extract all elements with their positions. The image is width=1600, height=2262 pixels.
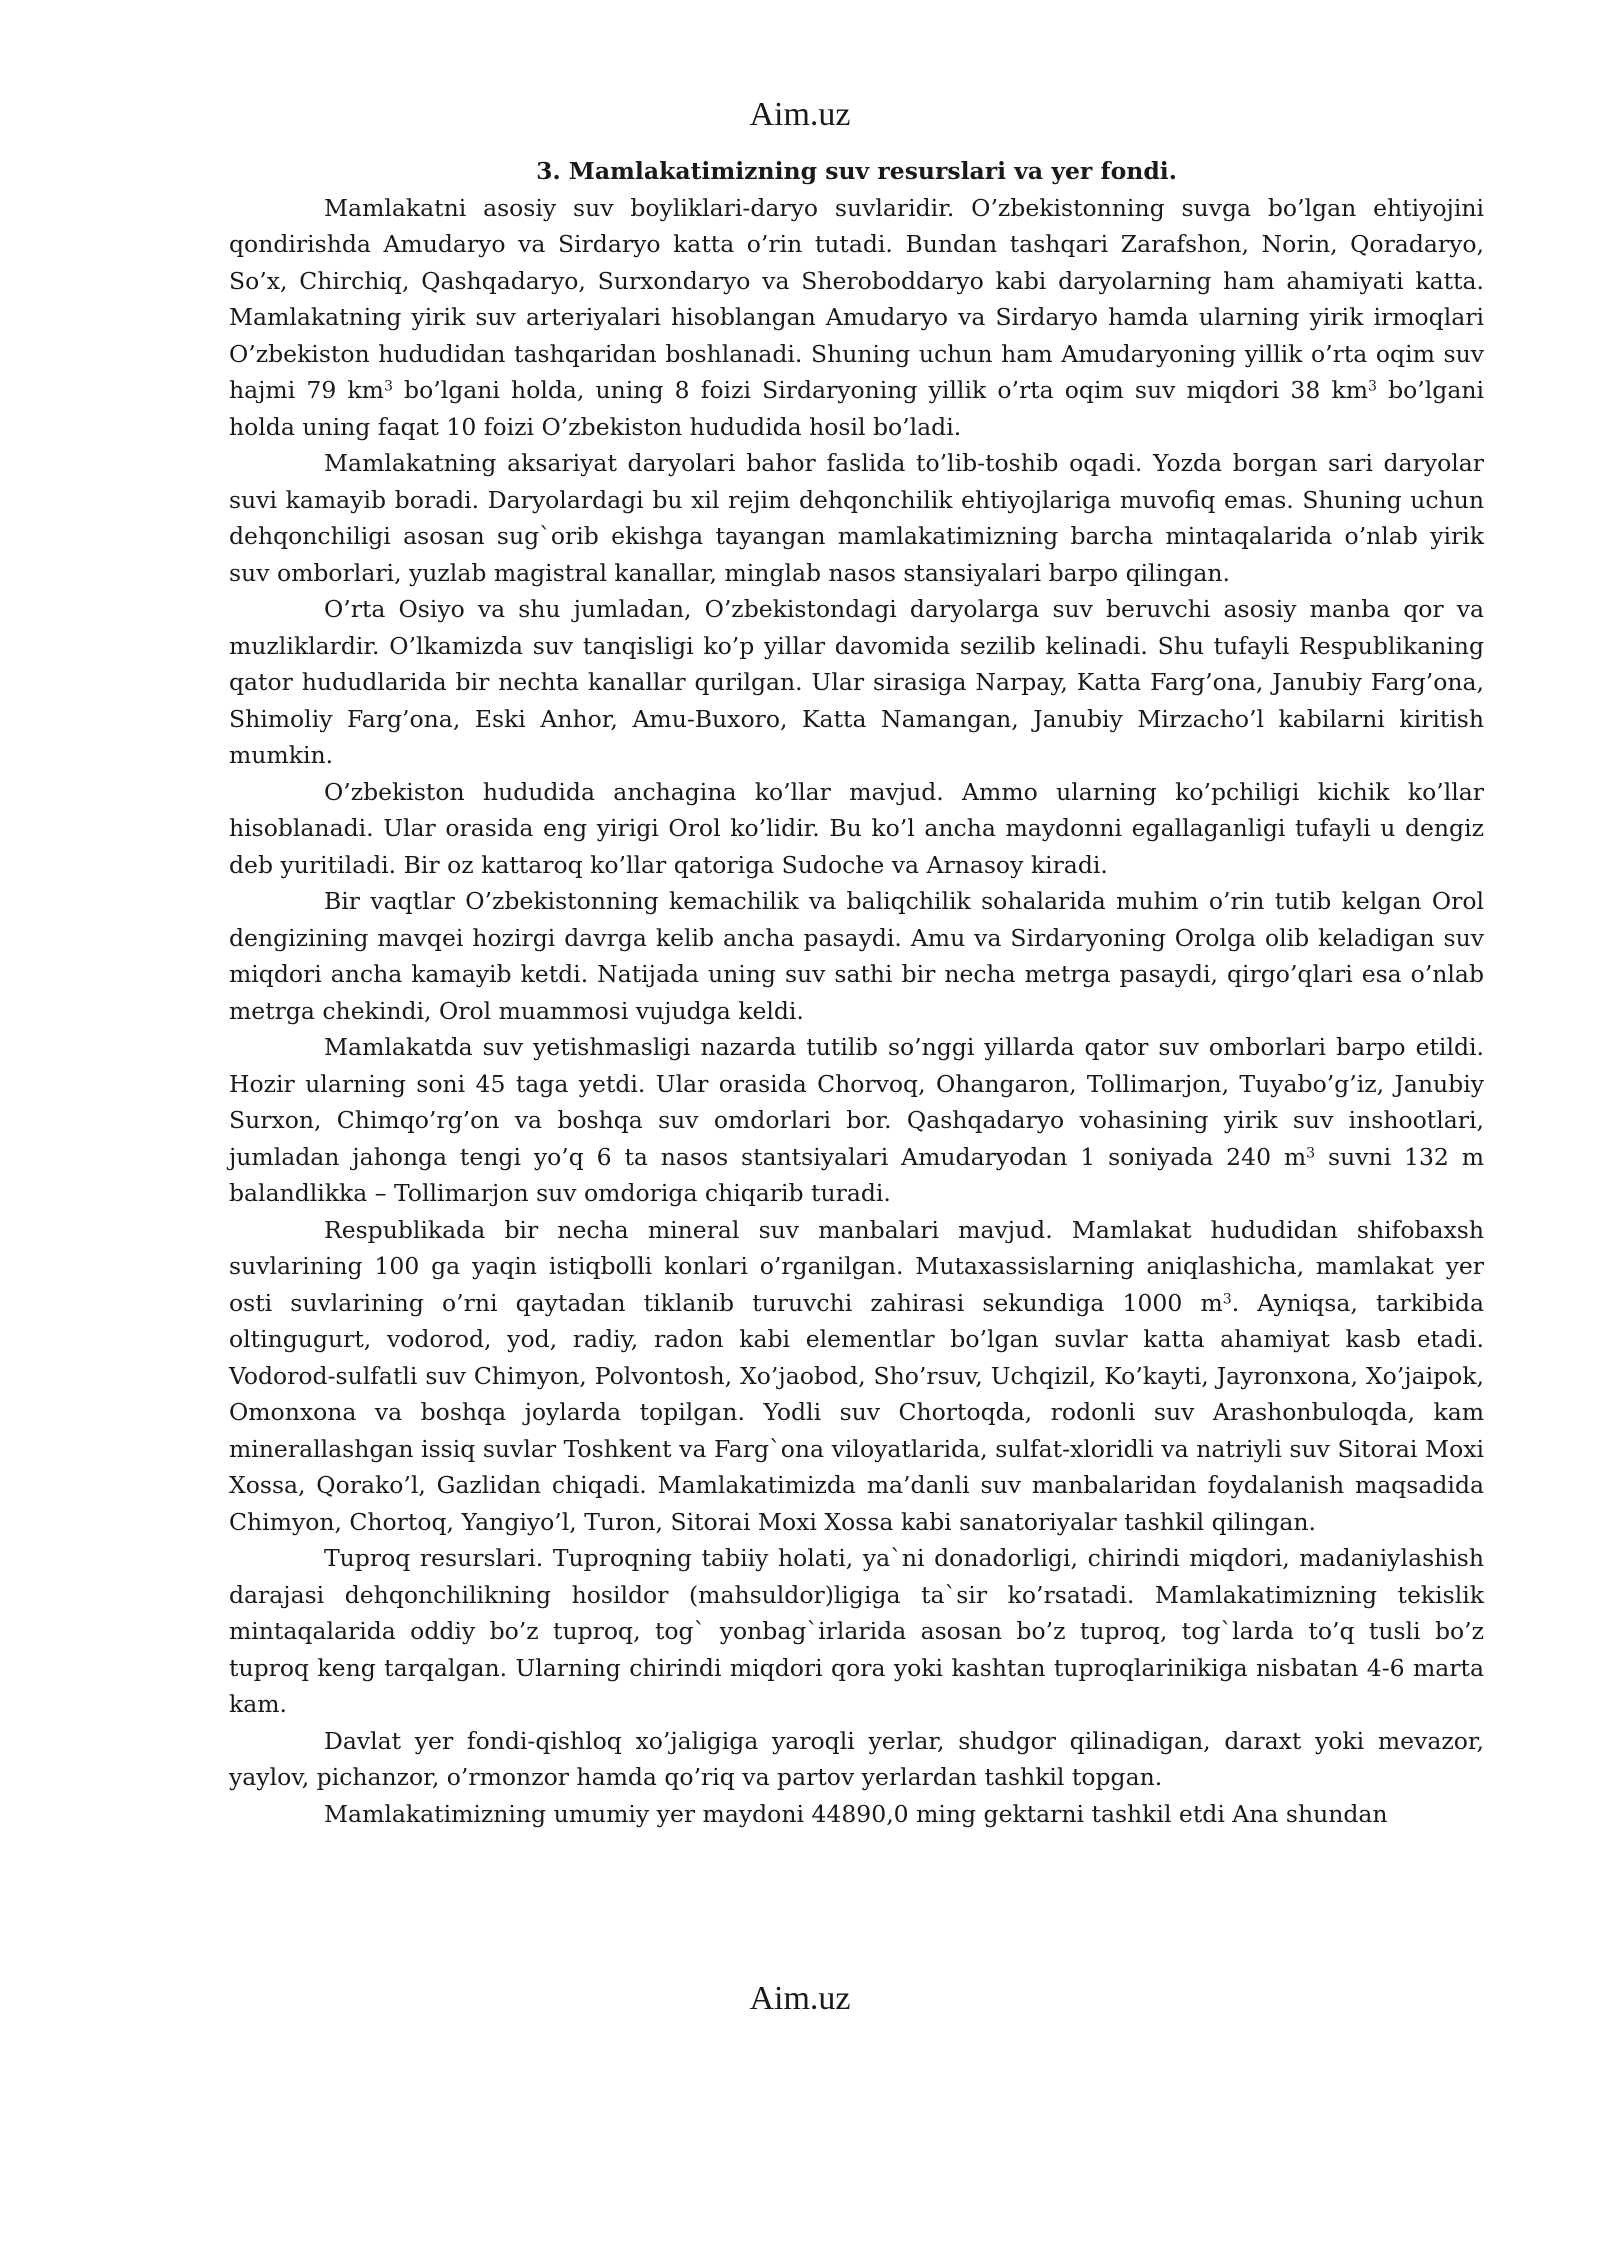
paragraph-river-regime: Mamlakatning aksariyat daryolari bahor faslida to’lib-toshib oqadi. Yozda borgan sari daryolar suvi kamayib boradi. Daryolardagi bu xil rejim dehqonchilik ehtiyojlariga muvofiq emas. Shuning uchun dehqonchiligi asosan sug`orib ekishga tayangan mamlakatimizning barcha mintaqalarida o’nlab yirik suv omborlari, yuzlab magistral kanallar, minglab nasos stansiyalari barpo qilingan.	[229, 449, 1484, 587]
document-body	[229, 153, 1484, 1832]
paragraph-text: Mamlakatda suv yetishmasligi nazarda tutilib so’nggi yillarda qator suv omborlari barpo etildi. Hozir ularning soni 45 taga yetdi. Ular orasida Chorvoq, Ohangaron, Tollimarjon, Tuyabo’g’iz, Janubiy Surxon, Chimqo’rg’on va boshqa suv omdorlari bor. Qashqadaryo vohasining yirik suv inshootlari, jumladan jahonga tengi yo’q 6 ta nasos stantsiyalari Amudaryodan 1 soniyada 240 m	[229, 1033, 1484, 1171]
paragraph-mineral-water	[229, 1212, 1484, 1541]
paragraph-text: Mamlakatni asosiy suv boyliklari-daryo suvlaridir. O’zbekistonning suvga bo’lgan ehtiyojini qondirishda Amudaryo va Sirdaryo katta o’rin tutadi. Bundan tashqari Zarafshon, Norin, Qoradaryo, So’x, Chirchiq, Qashqadaryo, Surxondaryo va Sheroboddaryo kabi daryolarning ham ahamiyati katta. Mamlakatning yirik suv arteriyalari hisoblangan Amudaryo va Sirdaryo hamda ularning yirik irmoqlari O’zbekiston hududidan tashqaridan boshlanadi. Shuning uchun ham Amudaryoning yillik o’rta oqim suv hajmi 79 km	[229, 193, 1484, 404]
superscript: 3	[1306, 1144, 1316, 1161]
paragraph-text: bo’lgani holda uning faqat 10 foizi O’zbekiston hududida hosil bo’ladi.	[229, 376, 1484, 441]
paragraph-water-rivers	[229, 190, 1484, 446]
paragraph-lakes: O’zbekiston hududida anchagina ko’llar mavjud. Ammo ularning ko’pchiligi kichik ko’llar hisoblanadi. Ular orasida eng yirigi Orol ko’lidir. Bu ko’l ancha maydonni egallaganligi tufayli u dengiz deb yuritiladi. Bir oz kattaroq ko’llar qatoriga Sudoche va Arnasoy kiradi.	[229, 777, 1484, 879]
paragraph-text: suvni 132 m balandlikka – Tollimarjon suv omdoriga chiqarib turadi.	[229, 1142, 1484, 1207]
paragraph-aral-sea: Bir vaqtlar O’zbekistonning kemachilik va baliqchilik sohalarida muhim o’rin tutib kelgan Orol dengizining mavqei hozirgi davrga kelib ancha pasaydi. Amu va Sirdaryoning Orolga olib keladigan suv miqdori ancha kamayib ketdi. Natijada uning suv sathi bir necha metrga pasaydi, qirgo’qlari esa o’nlab metrga chekindi, Orol muammosi vujudga keldi.	[229, 887, 1484, 1025]
paragraph-reservoirs	[229, 1029, 1484, 1212]
paragraph-land-fund: Davlat yer fondi-qishloq xo’jaligiga yaroqli yerlar, shudgor qilinadigan, daraxt yoki mevazor, yaylov, pichanzor, o’rmonzor hamda qo’riq va partov yerlardan tashkil topgan.	[229, 1726, 1484, 1791]
superscript: 3	[383, 378, 393, 395]
page-footer: Aim.uz	[749, 1980, 851, 2017]
paragraph-total-area: Mamlakatimizning umumiy yer maydoni 44890,0 ming gektarni tashkil etdi Ana shundan	[324, 1799, 1388, 1828]
paragraph-canals: O’rta Osiyo va shu jumladan, O’zbekistondagi daryolarga suv beruvchi asosiy manba qor va muzliklardir. O’lkamizda suv tanqisligi ko’p yillar davomida sezilib kelinadi. Shu tufayli Respublikaning qator hududlarida bir nechta kanallar qurilgan. Ular sirasiga Narpay, Katta Farg’ona, Janubiy Farg’ona, Shimoliy Farg’ona, Eski Anhor, Amu-Buxoro, Katta Namangan, Janubiy Mirzacho’l kabilarni kiritish mumkin.	[229, 595, 1484, 769]
superscript: 3	[1368, 378, 1377, 395]
paragraph-soil-resources: Tuproq resurslari. Tuproqning tabiiy holati, ya`ni donadorligi, chirindi miqdori, madaniylashish darajasi dehqonchilikning hosildor (mahsuldor)ligiga ta`sir ko’rsatadi. Mamlakatimizning tekislik mintaqalarida oddiy bo’z tuproq, tog` yonbag`irlarida asosan bo’z tuproq, tog`larda to’q tusli bo’z tuproq keng tarqalgan. Ularning chirindi miqdori qora yoki kashtan tuproqlarinikiga nisbatan 4-6 marta kam.	[229, 1544, 1484, 1718]
page-header: Aim.uz	[749, 96, 851, 133]
paragraph-text: Respublikada bir necha mineral suv manbalari mavjud. Mamlakat hududidan shifobaxsh suvlarining 100 ga yaqin istiqbolli konlari o’rganilgan. Mutaxassislarning aniqlashicha, mamlakat yer osti suvlarining o’rni qaytadan tiklanib turuvchi zahirasi sekundiga 1000 m	[229, 1215, 1484, 1317]
section-title: 3. Mamlakatimizning suv resurslari va yer fondi.	[536, 157, 1177, 185]
paragraph-text: bo’lgani holda, uning 8 foizi Sirdaryoning yillik o’rta oqim suv miqdori 38 km	[392, 376, 1368, 404]
paragraph-text: . Ayniqsa, tarkibida oltingugurt, vodorod, yod, radiy, radon kabi elementlar bo’lgan suvlar katta ahamiyat kasb etadi. Vodorod-sulfatli suv Chimyon, Polvontosh, Xo’jaobod, Sho’rsuv, Uchqizil, Ko’kayti, Jayronxona, Xo’jaipok, Omonxona va boshqa joylarda topilgan. Yodli suv Chortoqda, rodonli suv Arashonbuloqda, kam minerallashgan issiq suvlar Toshkent va Farg`ona viloyatlarida, sulfat-xloridli va natriyli suv Sitorai Moxi Xossa, Qorako’l, Gazlidan chiqadi. Mamlakatimizda ma’danli suv manbalaridan foydalanish maqsadida Chimyon, Chortoq, Yangiyo’l, Turon, Sitorai Moxi Xossa kabi sanatoriyalar tashkil qilingan.	[229, 1288, 1485, 1536]
superscript: 3	[1222, 1290, 1232, 1307]
